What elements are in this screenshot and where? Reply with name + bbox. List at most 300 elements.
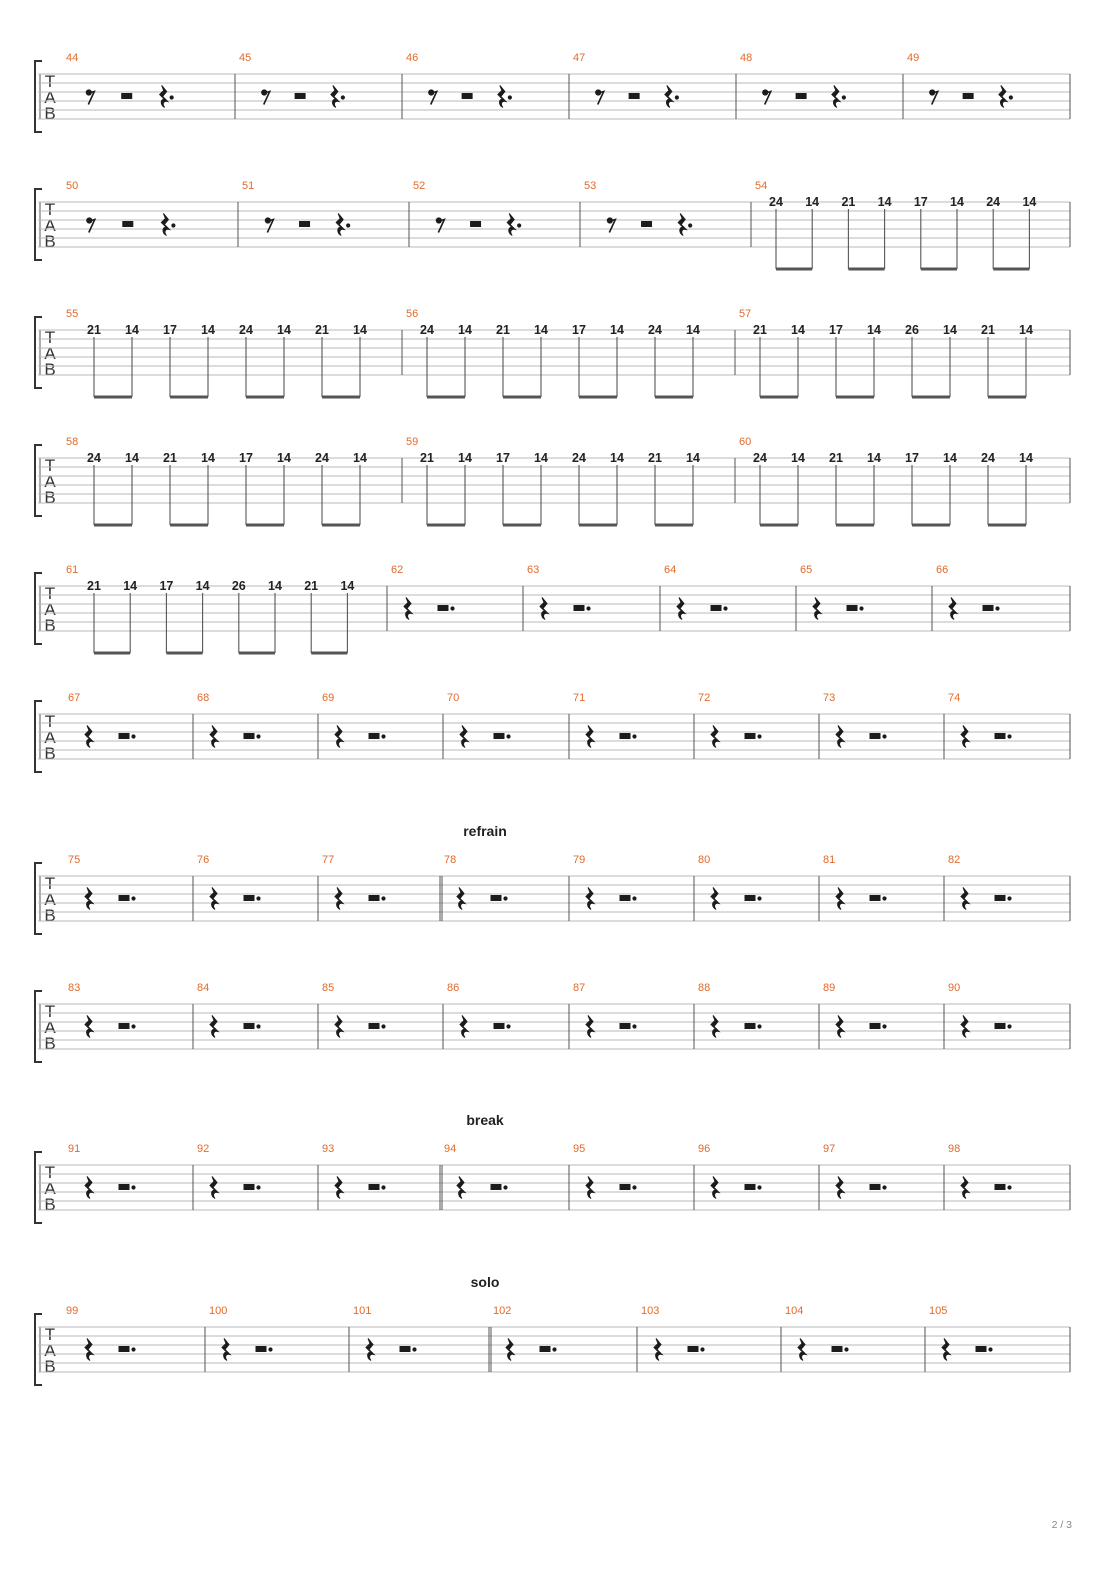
rest-dot (758, 735, 761, 738)
measure-number: 97 (823, 1143, 836, 1155)
rest-dot (257, 1186, 260, 1189)
quarter-rest-icon (210, 1016, 218, 1038)
quarter-rest-icon (711, 1016, 719, 1038)
measure (447, 692, 510, 748)
measure-number: 55 (66, 308, 79, 320)
quarter-rest-icon (85, 1339, 93, 1361)
fret-number: 14 (201, 451, 215, 465)
fret-number: 14 (125, 323, 139, 337)
fret-number: 17 (905, 451, 919, 465)
tab-clef-letter: A (44, 1341, 56, 1360)
rest-dot (989, 1348, 992, 1351)
rest-dot (518, 224, 521, 227)
measure (413, 180, 521, 236)
tab-clef-letter: B (44, 488, 56, 507)
half-rest-icon (123, 222, 133, 227)
fret-number: 14 (610, 451, 624, 465)
rest-dot (382, 1025, 385, 1028)
fret-number: 14 (125, 451, 139, 465)
tab-clef-letter: T (44, 72, 56, 91)
half-rest-icon (976, 1347, 986, 1352)
quarter-rest-icon (335, 888, 343, 910)
measure-number: 68 (197, 692, 210, 704)
measure-number: 101 (353, 1305, 372, 1317)
system-bracket (35, 1152, 42, 1223)
measure-number: 65 (800, 564, 813, 576)
measure (406, 308, 700, 397)
half-rest-icon (688, 1347, 698, 1352)
half-rest-icon (629, 94, 639, 99)
rest-dot (758, 1186, 761, 1189)
quarter-rest-icon (961, 1177, 969, 1199)
fret-number: 24 (986, 195, 1001, 209)
tab-clef-letter: T (44, 328, 56, 347)
measure (444, 1143, 507, 1199)
fret-number: 17 (829, 323, 843, 337)
measure (66, 564, 354, 653)
fret-number: 14 (610, 323, 624, 337)
measure-number: 72 (698, 692, 711, 704)
quarter-rest-icon (678, 214, 686, 236)
fret-number: 14 (1019, 451, 1033, 465)
measure-number: 54 (755, 180, 768, 192)
tab-system (35, 1112, 1070, 1223)
tab-clef-letter: T (44, 1325, 56, 1344)
fret-number: 24 (572, 451, 586, 465)
rest-dot (633, 735, 636, 738)
fret-number: 14 (805, 195, 820, 209)
fret-number: 21 (304, 579, 319, 593)
half-rest-icon (295, 94, 305, 99)
fret-number: 14 (268, 579, 282, 593)
measure (948, 692, 1011, 748)
section-label: refrain (463, 823, 507, 839)
fret-number: 14 (867, 323, 881, 337)
quarter-rest-icon (335, 1177, 343, 1199)
measure (197, 692, 260, 748)
quarter-rest-icon (366, 1339, 374, 1361)
fret-number: 17 (913, 195, 928, 209)
quarter-rest-icon (836, 1177, 844, 1199)
fret-number: 14 (534, 451, 548, 465)
half-rest-icon (995, 1185, 1005, 1190)
quarter-rest-icon (836, 726, 844, 748)
fret-number: 14 (950, 195, 964, 209)
quarter-rest-icon (507, 214, 515, 236)
fret-number: 21 (87, 323, 101, 337)
measure-number: 74 (948, 692, 961, 704)
tab-clef-letter: A (44, 344, 56, 363)
measure-number: 73 (823, 692, 836, 704)
measure (353, 1305, 416, 1361)
quarter-rest-icon (498, 86, 506, 108)
quarter-rest-icon (210, 1177, 218, 1199)
measure-number: 71 (573, 692, 586, 704)
quarter-rest-icon (654, 1339, 662, 1361)
half-rest-icon (494, 1024, 504, 1029)
measure (755, 180, 1036, 269)
rest-dot (382, 897, 385, 900)
quarter-rest-icon (677, 598, 685, 620)
quarter-rest-icon (335, 1016, 343, 1038)
tab-system (35, 564, 1070, 653)
fret-number: 14 (791, 451, 805, 465)
measure-number: 45 (239, 52, 252, 64)
rest-dot (1008, 897, 1011, 900)
tab-system (35, 982, 1070, 1062)
fret-number: 14 (195, 579, 210, 593)
measure (447, 982, 510, 1038)
measure (527, 564, 590, 620)
section-label: break (466, 1112, 504, 1128)
tab-clef-letter: B (44, 1034, 56, 1053)
tab-clef-letter: B (44, 1357, 56, 1376)
rest-dot (633, 1025, 636, 1028)
measure (740, 52, 845, 108)
fret-number: 21 (420, 451, 434, 465)
rest-dot (132, 735, 135, 738)
measure-number: 49 (907, 52, 920, 64)
measure (948, 854, 1011, 910)
rest-dot (508, 96, 511, 99)
measure-number: 102 (493, 1305, 512, 1317)
rest-dot (132, 1348, 135, 1351)
fret-number: 14 (791, 323, 805, 337)
half-rest-icon (491, 896, 501, 901)
fret-number: 24 (420, 323, 434, 337)
rest-dot (1008, 735, 1011, 738)
measure-number: 59 (406, 436, 419, 448)
system-bracket (35, 863, 42, 934)
measure-number: 99 (66, 1305, 79, 1317)
rest-dot (172, 224, 175, 227)
measure (907, 52, 1012, 108)
fret-number: 14 (1019, 323, 1033, 337)
system-bracket (35, 61, 42, 132)
measure (823, 692, 886, 748)
measure-number: 87 (573, 982, 586, 994)
measure (739, 436, 1033, 525)
measure (66, 180, 175, 236)
page-number: 2 / 3 (1051, 1519, 1072, 1531)
quarter-rest-icon (85, 1016, 93, 1038)
fret-number: 21 (648, 451, 662, 465)
tab-clef-letter: A (44, 1018, 56, 1037)
measure-number: 75 (68, 854, 81, 866)
quarter-rest-icon (404, 598, 412, 620)
measure (406, 436, 700, 525)
measure (698, 692, 761, 748)
half-rest-icon (438, 606, 448, 611)
half-rest-icon (300, 222, 310, 227)
rest-dot (382, 735, 385, 738)
measure-number: 58 (66, 436, 79, 448)
fret-number: 14 (943, 451, 957, 465)
half-rest-icon (832, 1347, 842, 1352)
rest-dot (507, 735, 510, 738)
measure (197, 1143, 260, 1199)
rest-dot (758, 897, 761, 900)
half-rest-icon (574, 606, 584, 611)
half-rest-icon (369, 734, 379, 739)
tab-system (35, 1274, 1070, 1385)
tab-clef-letter: B (44, 232, 56, 251)
quarter-rest-icon (160, 86, 168, 108)
half-rest-icon (119, 1024, 129, 1029)
measure (698, 982, 761, 1038)
measure (573, 1143, 636, 1199)
measure-number: 44 (66, 52, 79, 64)
rest-dot (860, 607, 863, 610)
measure-number: 86 (447, 982, 460, 994)
measure (584, 180, 692, 236)
half-rest-icon (870, 896, 880, 901)
quarter-rest-icon (961, 726, 969, 748)
fret-number: 17 (163, 323, 177, 337)
tab-clef-letter: B (44, 360, 56, 379)
measure-number: 61 (66, 564, 79, 576)
fret-number: 14 (877, 195, 892, 209)
half-rest-icon (796, 94, 806, 99)
tab-clef-letter: A (44, 472, 56, 491)
quarter-rest-icon (961, 888, 969, 910)
rest-dot (701, 1348, 704, 1351)
measure-number: 46 (406, 52, 419, 64)
measure (68, 1143, 135, 1199)
measure-number: 94 (444, 1143, 457, 1155)
measure-number: 95 (573, 1143, 586, 1155)
rest-dot (504, 897, 507, 900)
measure (66, 52, 173, 108)
measure-number: 64 (664, 564, 677, 576)
rest-dot (257, 1025, 260, 1028)
fret-number: 14 (458, 451, 472, 465)
fret-number: 24 (648, 323, 662, 337)
measure-number: 56 (406, 308, 419, 320)
quarter-rest-icon (999, 86, 1007, 108)
fret-number: 17 (239, 451, 253, 465)
rest-dot (347, 224, 350, 227)
tab-clef-letter: T (44, 712, 56, 731)
measure-number: 105 (929, 1305, 948, 1317)
measure (209, 1305, 272, 1361)
half-rest-icon (400, 1347, 410, 1352)
fret-number: 21 (981, 323, 995, 337)
rest-dot (132, 897, 135, 900)
half-rest-icon (745, 734, 755, 739)
tab-clef-letter: B (44, 104, 56, 123)
measure-number: 48 (740, 52, 753, 64)
tab-clef-letter: B (44, 906, 56, 925)
measure-number: 85 (322, 982, 335, 994)
measure-number: 66 (936, 564, 949, 576)
half-rest-icon (995, 896, 1005, 901)
measure-number: 78 (444, 854, 457, 866)
quarter-rest-icon (711, 888, 719, 910)
quarter-rest-icon (506, 1339, 514, 1361)
fret-number: 26 (905, 323, 919, 337)
half-rest-icon (119, 896, 129, 901)
measure (785, 1305, 848, 1361)
tab-system (35, 692, 1070, 772)
measure (823, 1143, 886, 1199)
half-rest-icon (847, 606, 857, 611)
quarter-rest-icon (457, 888, 465, 910)
quarter-rest-icon (949, 598, 957, 620)
rest-dot (883, 1025, 886, 1028)
measure (739, 308, 1033, 397)
fret-number: 14 (458, 323, 472, 337)
fret-number: 21 (315, 323, 329, 337)
half-rest-icon (620, 896, 630, 901)
rest-dot (132, 1025, 135, 1028)
rest-dot (1008, 1025, 1011, 1028)
rest-dot (1008, 1186, 1011, 1189)
fret-number: 14 (340, 579, 355, 593)
measure-number: 84 (197, 982, 210, 994)
half-rest-icon (119, 1185, 129, 1190)
measure-number: 81 (823, 854, 836, 866)
measure-number: 92 (197, 1143, 210, 1155)
fret-number: 24 (981, 451, 995, 465)
quarter-rest-icon (942, 1339, 950, 1361)
rest-dot (269, 1348, 272, 1351)
rest-dot (1009, 96, 1012, 99)
measure (698, 1143, 761, 1199)
measure (948, 982, 1011, 1038)
half-rest-icon (491, 1185, 501, 1190)
fret-number: 24 (315, 451, 329, 465)
tab-clef-letter: A (44, 1179, 56, 1198)
measure (322, 692, 385, 748)
rest-dot (553, 1348, 556, 1351)
rest-dot (996, 607, 999, 610)
tab-clef-letter: T (44, 1163, 56, 1182)
half-rest-icon (369, 1185, 379, 1190)
rest-dot (845, 1348, 848, 1351)
measure (239, 52, 344, 108)
measure-number: 104 (785, 1305, 804, 1317)
quarter-rest-icon (711, 1177, 719, 1199)
quarter-rest-icon (586, 1016, 594, 1038)
measure (322, 854, 385, 910)
quarter-rest-icon (161, 214, 169, 236)
measure (66, 436, 367, 525)
measure (929, 1305, 992, 1361)
rest-dot (758, 1025, 761, 1028)
half-rest-icon (620, 1024, 630, 1029)
quarter-rest-icon (210, 726, 218, 748)
half-rest-icon (494, 734, 504, 739)
tab-system (35, 436, 1070, 525)
system-bracket (35, 317, 42, 388)
half-rest-icon (983, 606, 993, 611)
rest-dot (382, 1186, 385, 1189)
quarter-rest-icon (457, 1177, 465, 1199)
rest-dot (132, 1186, 135, 1189)
system-bracket (35, 701, 42, 772)
half-rest-icon (256, 1347, 266, 1352)
rest-dot (689, 224, 692, 227)
quarter-rest-icon (711, 726, 719, 748)
fret-number: 21 (841, 195, 856, 209)
measure (444, 854, 507, 910)
half-rest-icon (119, 734, 129, 739)
system-bracket (35, 991, 42, 1062)
half-rest-icon (711, 606, 721, 611)
measure-number: 69 (322, 692, 335, 704)
rest-dot (842, 96, 845, 99)
tab-clef-letter: B (44, 744, 56, 763)
measure (68, 982, 135, 1038)
quarter-rest-icon (798, 1339, 806, 1361)
measure-number: 80 (698, 854, 711, 866)
measure-number: 52 (413, 180, 426, 192)
system-bracket (35, 445, 42, 516)
fret-number: 24 (87, 451, 101, 465)
rest-dot (633, 897, 636, 900)
measure (493, 1305, 556, 1361)
measure (573, 854, 636, 910)
half-rest-icon (745, 1185, 755, 1190)
measure-number: 88 (698, 982, 711, 994)
fret-number: 14 (686, 451, 700, 465)
fret-number: 14 (201, 323, 215, 337)
fret-number: 14 (277, 323, 291, 337)
half-rest-icon (244, 734, 254, 739)
rest-dot (170, 96, 173, 99)
system-bracket (35, 573, 42, 644)
quarter-rest-icon (586, 726, 594, 748)
measure-number: 53 (584, 180, 597, 192)
half-rest-icon (745, 1024, 755, 1029)
quarter-rest-icon (222, 1339, 230, 1361)
half-rest-icon (963, 94, 973, 99)
half-rest-icon (870, 1185, 880, 1190)
system-bracket (35, 189, 42, 260)
measure (66, 308, 367, 397)
quarter-rest-icon (832, 86, 840, 108)
measure (68, 692, 135, 748)
measure (948, 1143, 1011, 1199)
half-rest-icon (642, 222, 652, 227)
quarter-rest-icon (335, 726, 343, 748)
measure (406, 52, 511, 108)
quarter-rest-icon (813, 598, 821, 620)
measure-number: 83 (68, 982, 81, 994)
quarter-rest-icon (540, 598, 548, 620)
tab-clef-letter: T (44, 456, 56, 475)
measure-number: 103 (641, 1305, 660, 1317)
tab-clef-letter: T (44, 584, 56, 603)
measure-number: 70 (447, 692, 460, 704)
fret-number: 17 (159, 579, 174, 593)
half-rest-icon (471, 222, 481, 227)
tab-clef-letter: A (44, 890, 56, 909)
rest-dot (413, 1348, 416, 1351)
fret-number: 24 (753, 451, 767, 465)
tab-clef-letter: A (44, 216, 56, 235)
measure-number: 98 (948, 1143, 961, 1155)
measure-number: 100 (209, 1305, 228, 1317)
measure (573, 52, 678, 108)
tab-clef-letter: T (44, 874, 56, 893)
measure-number: 89 (823, 982, 836, 994)
measure-number: 50 (66, 180, 79, 192)
measure (68, 854, 135, 910)
measure-number: 67 (68, 692, 81, 704)
measure (322, 982, 385, 1038)
